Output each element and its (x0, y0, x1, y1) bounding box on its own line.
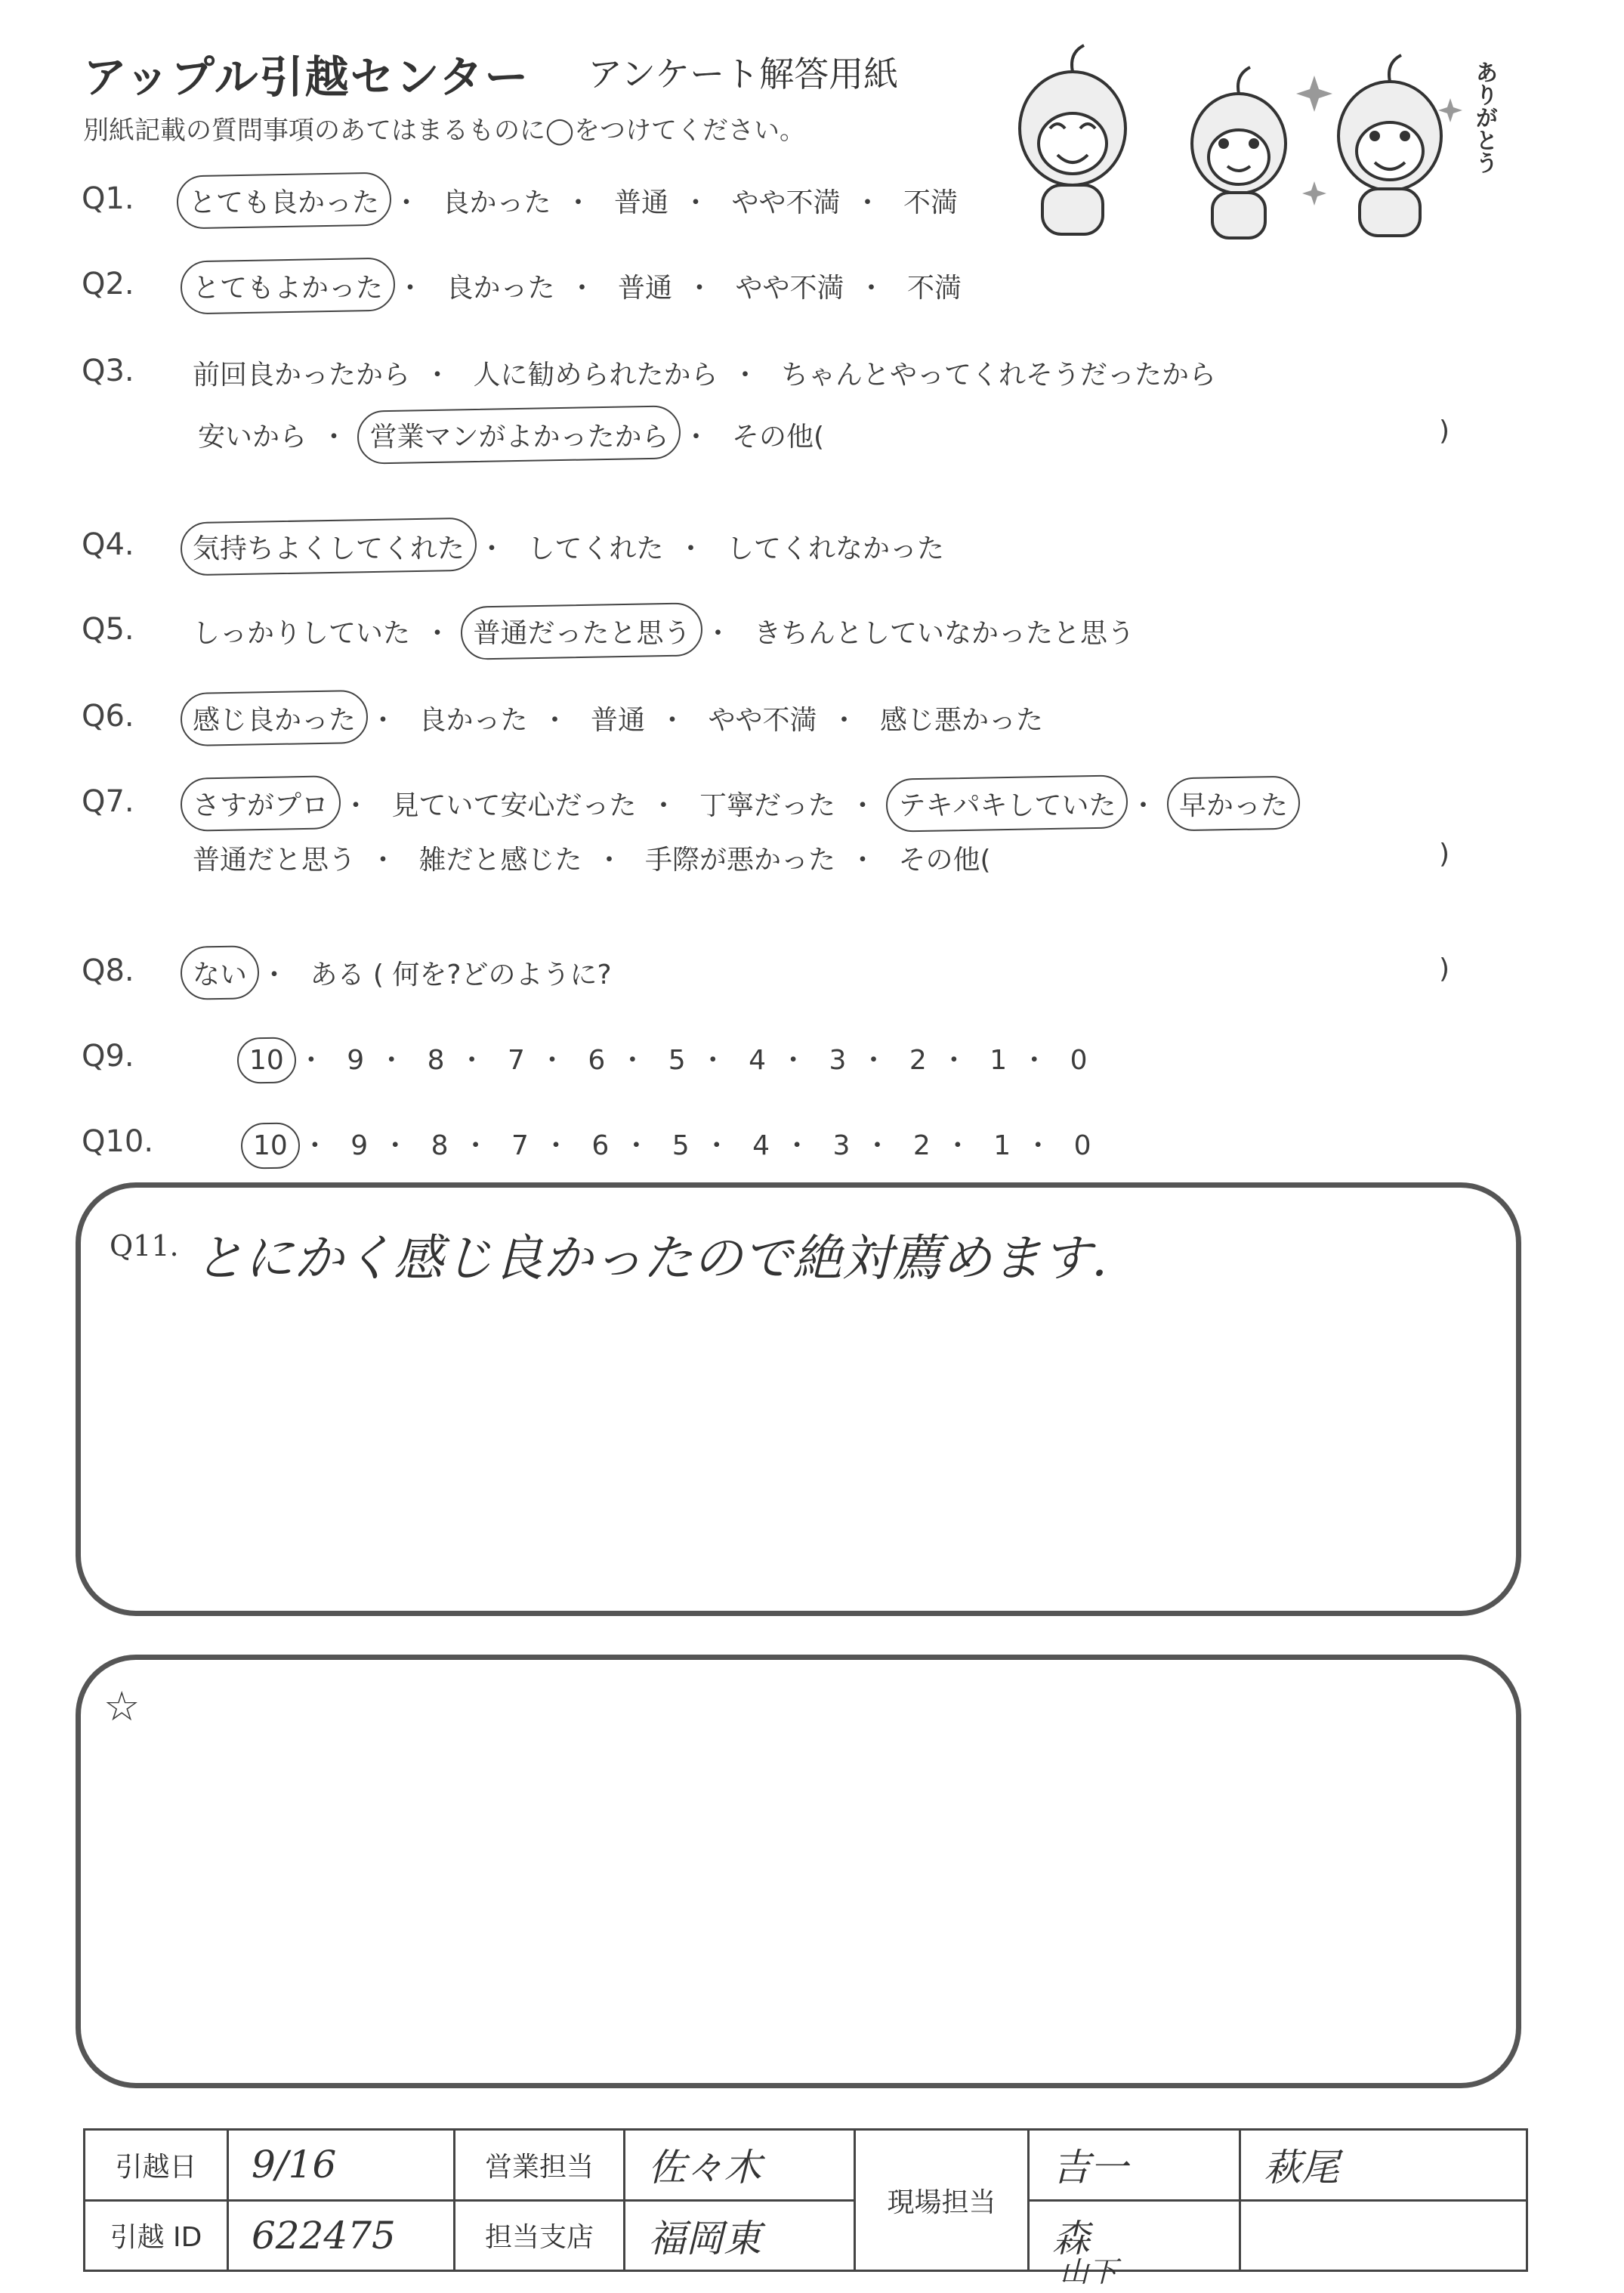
q5-option-2[interactable]: 普通だったと思う (473, 612, 690, 651)
q7-close-paren: ) (1439, 839, 1450, 870)
q9-option-7[interactable]: 7 (508, 1045, 525, 1076)
q6-option-2[interactable]: 良かった (418, 705, 528, 736)
q1-option-2[interactable]: 良かった (442, 187, 551, 218)
move-date-value[interactable]: 9/16 (228, 2130, 455, 2201)
mascot-caption: ありがとう (1471, 60, 1498, 174)
q10-option-6[interactable]: 6 (591, 1130, 610, 1161)
q8-close-paren: ) (1439, 953, 1450, 984)
q10-options: 10 ・ 9 ・ 8 ・ 7 ・ 6 ・ 5 ・ 4 ・ 3 ・ 2 ・ 1 ・ 0 (253, 1130, 1091, 1161)
q3-option-5[interactable]: 営業マンがよかったから (369, 416, 668, 454)
q1-label: Q1. (82, 181, 134, 216)
q3-options-line1: 前回良かったから ・ 人に勧められたから ・ ちゃんとやってくれそうだったから (193, 354, 1216, 392)
q4-option-2[interactable]: してくれた (527, 533, 664, 564)
q1-option-5[interactable]: 不満 (903, 187, 958, 218)
q2-options: とてもよかった ・ 良かった ・ 普通 ・ やや不満 ・ 不満 (193, 267, 962, 305)
q5-options: しっかりしていた ・ 普通だったと思う ・ きちんとしていなかったと思う (193, 612, 1135, 651)
site-staff-label: 現場担当 (855, 2130, 1029, 2271)
q7-option-1[interactable]: さすがプロ (193, 784, 329, 823)
q4-option-1[interactable]: 気持ちよくしてくれた (193, 527, 465, 566)
q10-option-1[interactable]: 1 (993, 1130, 1011, 1161)
q9-option-0[interactable]: 0 (1070, 1045, 1088, 1076)
site-staff-value-3[interactable] (1029, 2200, 1240, 2288)
site-staff-name-3: 森 (1052, 2216, 1090, 2261)
q5-label: Q5. (82, 612, 134, 647)
q10-option-3[interactable]: 3 (832, 1130, 851, 1161)
q7-option-3[interactable]: 丁寧だった (699, 790, 835, 821)
q3-option-4[interactable]: 安いから (198, 422, 307, 453)
q7-options-line2: 普通だと思う ・ 雑だと感じた ・ 手際が悪かった ・ その他( (193, 839, 991, 877)
q2-option-4[interactable]: やや不満 (735, 273, 844, 304)
q7-option-6[interactable]: 普通だと思う (193, 845, 357, 876)
sales-staff-value[interactable]: 佐々木 (625, 2130, 855, 2201)
move-date-label: 引越日 (85, 2130, 228, 2201)
q9-option-1[interactable]: 1 (990, 1045, 1008, 1076)
q2-label: Q2. (82, 267, 134, 301)
q7-option-5[interactable]: 早かった (1179, 784, 1288, 823)
q11-handwritten-answer: とにかく感じ良かったので絶対薦めます. (194, 1229, 1107, 1287)
q2-option-3[interactable]: 普通 (617, 273, 672, 304)
q7-option-9[interactable]: その他( (898, 845, 991, 876)
q4-option-3[interactable]: してくれなかった (726, 533, 944, 564)
branch-value[interactable]: 福岡東 (625, 2200, 855, 2271)
form-subtitle: アンケート解答用紙 (588, 54, 899, 94)
q1-options: とても良かった ・ 良かった ・ 普通 ・ やや不満 ・ 不満 (189, 181, 958, 220)
site-staff-value-1[interactable]: 吉一 (1029, 2130, 1240, 2201)
q3-option-6[interactable]: その他( (731, 422, 825, 453)
q1-option-1[interactable]: とても良かった (189, 181, 379, 220)
q5-option-3[interactable]: きちんとしていなかったと思う (753, 618, 1135, 649)
q10-option-9[interactable]: 9 (350, 1130, 369, 1161)
star-icon: ☆ (103, 1683, 140, 1730)
free-comment-box[interactable] (76, 1655, 1521, 2088)
q9-option-9[interactable]: 9 (347, 1045, 365, 1076)
q6-option-3[interactable]: 普通 (590, 705, 645, 736)
empty-cell[interactable] (1240, 2200, 1527, 2271)
q10-option-2[interactable]: 2 (912, 1130, 931, 1161)
q10-option-0[interactable]: 0 (1073, 1130, 1091, 1161)
q4-label: Q4. (82, 527, 134, 562)
move-id-label: 引越 ID (85, 2200, 228, 2271)
q7-label: Q7. (82, 784, 134, 819)
q10-option-5[interactable]: 5 (672, 1130, 690, 1161)
q10-option-7[interactable]: 7 (511, 1130, 529, 1161)
q9-option-5[interactable]: 5 (668, 1045, 686, 1076)
q6-option-1[interactable]: 感じ良かった (193, 699, 356, 737)
q9-option-3[interactable]: 3 (829, 1045, 847, 1076)
q2-option-1[interactable]: とてもよかった (193, 267, 383, 305)
q5-option-1[interactable]: しっかりしていた (193, 618, 411, 649)
q3-close-paren: ) (1439, 416, 1450, 447)
q10-option-4[interactable]: 4 (752, 1130, 770, 1161)
q2-option-2[interactable]: 良かった (446, 273, 555, 304)
site-staff-name-4: 山下 (1060, 2254, 1118, 2288)
q7-option-2[interactable]: 見ていて安心だった (391, 790, 637, 821)
staff-info-table (83, 2128, 1528, 2288)
q6-label: Q6. (82, 699, 134, 734)
sales-staff-label: 営業担当 (455, 2130, 625, 2201)
q9-options: 10 ・ 9 ・ 8 ・ 7 ・ 6 ・ 5 ・ 4 ・ 3 ・ 2 ・ 1 ・ 0 (249, 1045, 1088, 1076)
q1-option-3[interactable]: 普通 (613, 187, 668, 218)
monkey-mascots-illustration (990, 30, 1503, 249)
q8-label: Q8. (82, 953, 134, 988)
q6-options: 感じ良かった ・ 良かった ・ 普通 ・ やや不満 ・ 感じ悪かった (193, 699, 1043, 737)
q9-option-6[interactable]: 6 (588, 1045, 606, 1076)
q6-option-4[interactable]: やや不満 (708, 705, 817, 736)
monkey-1-icon (1020, 45, 1125, 234)
q11-answer-box[interactable] (76, 1182, 1521, 1616)
q11-label: Q11. (110, 1229, 179, 1262)
q3-label: Q3. (82, 354, 134, 388)
q7-option-4[interactable]: テキパキしていた (898, 784, 1116, 823)
instruction-text: 別紙記載の質問事項のあてはまるものに◯をつけてください。 (83, 116, 806, 146)
form-title: アップル引越センター (83, 51, 530, 103)
q9-label: Q9. (82, 1039, 134, 1074)
q3-options-line2: 安いから ・ 営業マンがよかったから ・ その他( (198, 416, 824, 454)
q10-option-10[interactable]: 10 (253, 1130, 288, 1161)
monkey-2-icon (1192, 67, 1286, 238)
q10-label: Q10. (82, 1124, 154, 1159)
q8-options: ない ・ ある ( 何を?どのように? (193, 953, 612, 992)
q10-option-8[interactable]: 8 (431, 1130, 449, 1161)
q6-option-5[interactable]: 感じ悪かった (879, 705, 1043, 736)
q3-option-2[interactable]: 人に勧められたから (473, 360, 718, 391)
q8-option-2[interactable]: ある ( 何を?どのように? (310, 960, 612, 990)
q2-option-5[interactable]: 不満 (906, 273, 962, 304)
q7-option-8[interactable]: 手際が悪かった (644, 845, 835, 876)
q7-options-line1: さすがプロ ・ 見ていて安心だった ・ 丁寧だった ・ テキパキしていた ・ 早かった (193, 784, 1288, 823)
q8-option-1[interactable]: ない (193, 953, 247, 992)
q9-option-2[interactable]: 2 (909, 1045, 927, 1076)
q3-option-3[interactable]: ちゃんとやってくれそうだったから (780, 360, 1216, 391)
q9-option-8[interactable]: 8 (427, 1045, 445, 1076)
q7-option-7[interactable]: 雑だと感じた (418, 845, 582, 876)
move-id-value[interactable]: 622475 (228, 2200, 455, 2271)
q4-options: 気持ちよくしてくれた ・ してくれた ・ してくれなかった (193, 527, 944, 566)
q3-option-1[interactable]: 前回良かったから (193, 360, 411, 391)
monkey-3-icon (1338, 55, 1441, 236)
q1-option-4[interactable]: やや不満 (731, 187, 841, 218)
branch-label: 担当支店 (455, 2200, 625, 2271)
site-staff-value-2[interactable]: 萩尾 (1240, 2130, 1527, 2201)
q9-option-10[interactable]: 10 (249, 1045, 284, 1076)
q9-option-4[interactable]: 4 (749, 1045, 767, 1076)
